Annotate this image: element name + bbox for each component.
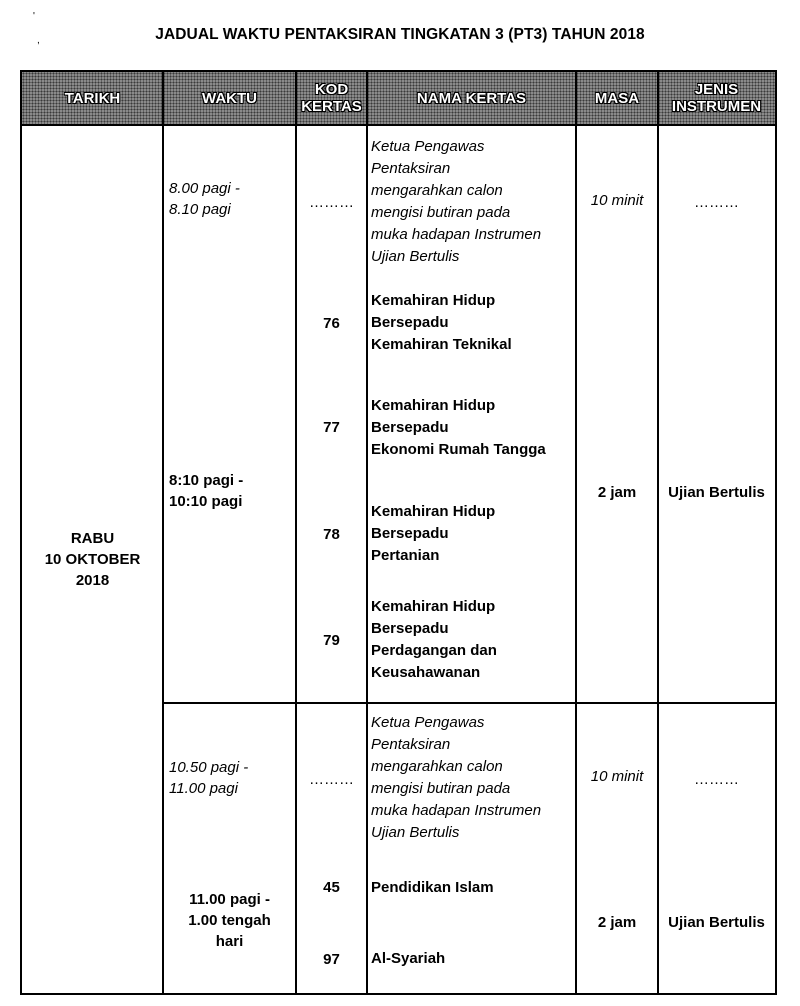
session2-intro-jenis: ……… — [694, 771, 739, 788]
session1-intro-jenis: ……… — [694, 194, 739, 211]
header-waktu: WAKTU — [163, 72, 296, 124]
session1-intro-time: 8.00 pagi - 8.10 pagi — [169, 180, 240, 218]
session1-intro-name: Ketua Pengawas Pentaksiran mengarahkan calon mengisi butiran pada muka hadapan Instrumen Ujian Bertulis — [371, 138, 542, 265]
session1-intro-code: ……… — [309, 194, 354, 211]
paper-code: 45 — [323, 879, 340, 896]
paper-code: 77 — [323, 419, 340, 436]
paper-name: Kemahiran Hidup Bersepadu Perdagangan dan Keusahawanan — [371, 598, 497, 681]
tarikh-cell: RABU 10 OKTOBER 2018 — [44, 530, 141, 589]
paper-name: Kemahiran Hidup Bersepadu Pertanian — [371, 503, 496, 564]
session2-exam-masa: 2 jam — [597, 914, 637, 931]
scan-speck: ' — [33, 11, 35, 22]
session2-intro-masa: 10 minit — [590, 768, 644, 785]
paper-code: 76 — [323, 315, 340, 332]
header-masa: MASA — [576, 72, 658, 124]
session1-exam-time: 8:10 pagi - 10:10 pagi — [169, 472, 244, 510]
scan-speck: , — [37, 35, 40, 46]
session1-exam-jenis: Ujian Bertulis — [668, 484, 765, 501]
paper-code: 97 — [323, 951, 340, 968]
timetable — [20, 70, 777, 995]
session1-exam-masa: 2 jam — [597, 484, 637, 501]
session1-intro-masa: 10 minit — [590, 192, 644, 209]
header-jenis-instrumen: JENIS INSTRUMEN — [658, 72, 775, 124]
header-nama-kertas: NAMA KERTAS — [367, 72, 576, 124]
header-kod-kertas: KOD KERTAS — [296, 72, 367, 124]
session2-intro-name: Ketua Pengawas Pentaksiran mengarahkan calon mengisi butiran pada muka hadapan Instrumen Ujian Bertulis — [371, 714, 542, 841]
header-tarikh: TARIKH — [22, 72, 163, 124]
paper-name: Pendidikan Islam — [371, 879, 494, 896]
session2-intro-time: 10.50 pagi - 11.00 pagi — [169, 759, 249, 797]
session-divider — [163, 702, 775, 704]
paper-name: Kemahiran Hidup Bersepadu Kemahiran Teknikal — [371, 292, 512, 353]
paper-name: Kemahiran Hidup Bersepadu Ekonomi Rumah Tangga — [371, 397, 546, 458]
session2-intro-code: ……… — [309, 771, 354, 788]
paper-name: Al-Syariah — [371, 950, 446, 967]
session2-exam-jenis: Ujian Bertulis — [668, 914, 765, 931]
page-title: JADUAL WAKTU PENTAKSIRAN TINGKATAN 3 (PT3) TAHUN 2018 — [155, 26, 645, 43]
header-divider — [22, 124, 775, 126]
session2-exam-time: 11.00 pagi - 1.00 tengah hari — [188, 891, 271, 950]
paper-code: 78 — [323, 526, 340, 543]
paper-code: 79 — [323, 632, 340, 649]
